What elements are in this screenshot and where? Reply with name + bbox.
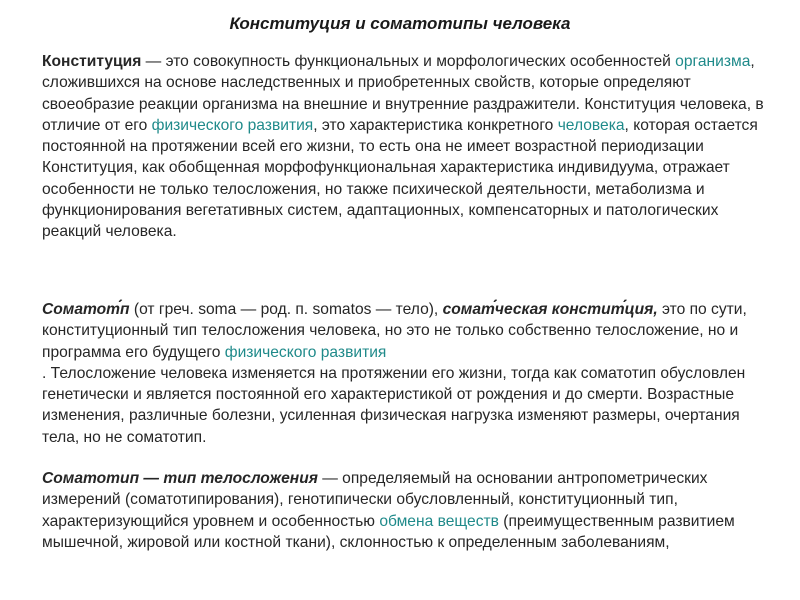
link-physical-development[interactable]: физического развития (151, 116, 314, 134)
paragraph-text: , сложившихся на основе наследственных и приобретенных свойств, которые определяют своеобразие реакции организма на внешние и внутренние раздражители. Конституция человека, в отличие от его (42, 53, 764, 134)
term-somatotype: Соматот́́п (42, 301, 130, 318)
paragraph-text: это по сути, конституционный тип телосложения человека, но это не только собственно телосложение, но и программа его будущего (42, 301, 747, 361)
paragraph-text: — это совокупность функциональных и морфологических особенностей (141, 53, 676, 70)
term-somatic-constitution: сомат́́ческая констит́́ция, (442, 301, 658, 318)
link-physical-development-2[interactable]: физического развития (224, 343, 387, 361)
paragraph-text: (преимущественным развитием мышечной, жировой или костной ткани), склонностью к определенным заболеваниям, (42, 512, 735, 551)
term-body-type: Соматотип — тип телосложения (42, 470, 318, 487)
term-constitution: Конституция (42, 53, 142, 70)
paragraph-text: , которая остается постоянной на протяжении всей его жизни, то есть она не имеет возрастной периодизации Конституция, как обобщенная морфофункциональная характеристика индивидуума, отражает особенности не только телосложения, но также психической деятельности, метаболизма и функционирования вегетативных систем, адаптационных, компенсаторных и патологических реакций человека. (42, 116, 758, 241)
link-organism[interactable]: организма (675, 53, 751, 70)
paragraph-text: — определяемый на основании антропометрических измерений (соматотипирования), генотипически обусловленный, конституционный тип, характеризующийся уровнем и особенностью (42, 470, 708, 530)
page-title: Конституция и соматотипы человека (229, 14, 571, 33)
paragraph-somatotype (42, 299, 772, 448)
paragraph-constitution (42, 51, 772, 243)
paragraph-text: . Телосложение человека изменяется на протяжении его жизни, тогда как соматотип обусловлен генетически и является постоянной его характеристикой от рождения и до смерти. Возрастные изменения, различные болезни, усиленная физическая нагрузка изменяют размеры, очертания тела, но не соматотип. (42, 364, 746, 446)
paragraph-text: , это характеристика конкретного (313, 116, 558, 134)
paragraph-body-type (42, 468, 772, 553)
paragraph-text: (от греч. soma — род. п. somatos — тело), (129, 301, 443, 318)
link-metabolism[interactable]: обмена веществ (379, 512, 499, 530)
link-human[interactable]: человека (557, 116, 625, 134)
